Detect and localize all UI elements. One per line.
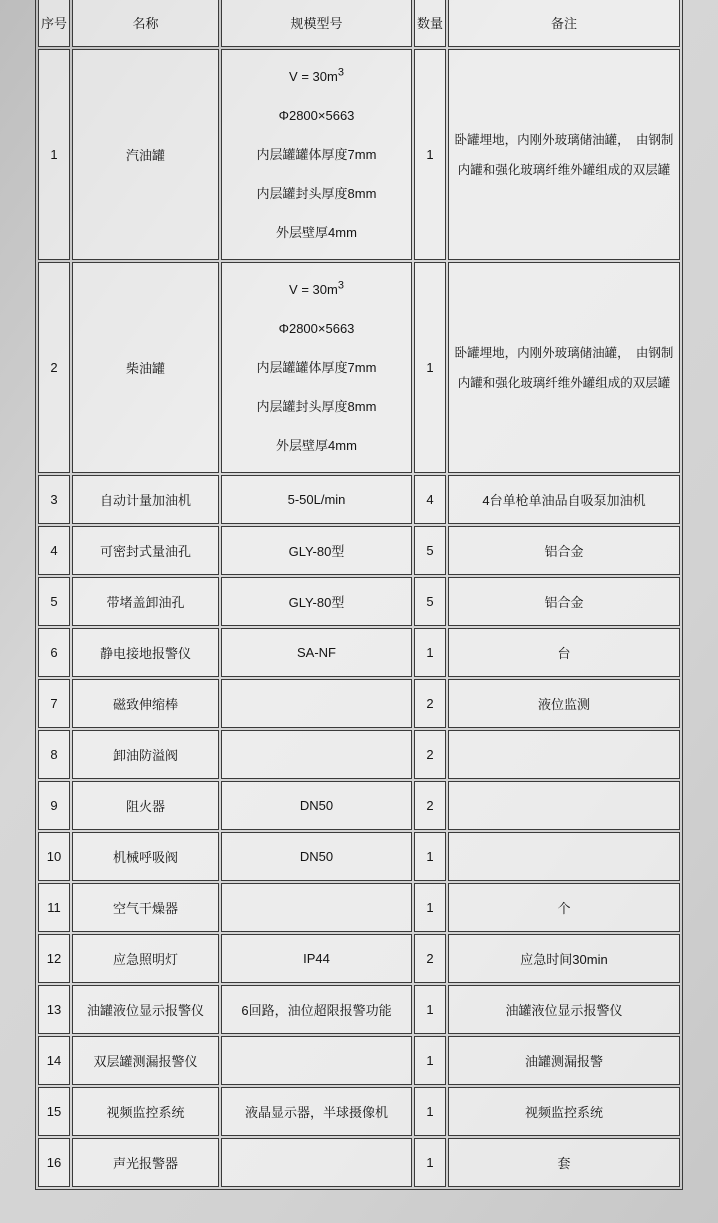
spec-line: Φ2800×5663: [278, 321, 355, 336]
cell-remark: 台: [448, 628, 680, 677]
cell-qty: 2: [414, 679, 446, 728]
cell-qty: 5: [414, 577, 446, 626]
cell-name: 静电接地报警仪: [72, 628, 219, 677]
cell-no: 4: [38, 526, 70, 575]
cell-remark: 液位监测: [448, 679, 680, 728]
cell-remark: 视频监控系统: [448, 1087, 680, 1136]
cell-qty: 2: [414, 934, 446, 983]
cell-name: 视频监控系统: [72, 1087, 219, 1136]
cell-spec: [221, 679, 412, 728]
cell-qty: 1: [414, 832, 446, 881]
cell-no: 5: [38, 577, 70, 626]
table-row: [38, 577, 680, 626]
cell-spec: DN50: [221, 781, 412, 830]
table-row: [38, 1036, 680, 1085]
cell-remark: 套: [448, 1138, 680, 1187]
cell-remark: [448, 730, 680, 779]
cell-remark: [448, 781, 680, 830]
table-row: [38, 781, 680, 830]
header-name: 名称: [72, 0, 219, 47]
spec-line: 内层罐罐体厚度7mm: [256, 147, 377, 162]
cell-name: 带堵盖卸油孔: [72, 577, 219, 626]
equipment-table-body: [38, 0, 680, 1187]
header-no: 序号: [38, 0, 70, 47]
cell-spec: 6回路，油位超限报警功能: [221, 985, 412, 1034]
table-container: [35, 0, 683, 1190]
cell-no: 9: [38, 781, 70, 830]
spec-line: 内层罐封头厚度8mm: [256, 186, 377, 201]
cell-name: 空气干燥器: [72, 883, 219, 932]
cell-spec: GLY-80型: [221, 526, 412, 575]
cell-remark: 4台单枪单油品自吸泵加油机: [448, 475, 680, 524]
table-row: [38, 526, 680, 575]
cell-spec: 5-50L/min: [221, 475, 412, 524]
cell-no: 11: [38, 883, 70, 932]
cell-spec: [221, 262, 412, 473]
cell-remark: 个: [448, 883, 680, 932]
cell-remark: 油罐测漏报警: [448, 1036, 680, 1085]
cell-no: 8: [38, 730, 70, 779]
cell-no: 2: [38, 262, 70, 473]
cell-name: 汽油罐: [72, 49, 219, 260]
cell-qty: 1: [414, 985, 446, 1034]
header-row: [38, 0, 680, 47]
cell-qty: 1: [414, 1036, 446, 1085]
cell-qty: 1: [414, 1087, 446, 1136]
spec-line: $V = 30m^3$: [289, 66, 344, 84]
cell-remark: 油罐液位显示报警仪: [448, 985, 680, 1034]
cell-qty: 1: [414, 628, 446, 677]
cell-no: 7: [38, 679, 70, 728]
table-row: [38, 628, 680, 677]
cell-no: 14: [38, 1036, 70, 1085]
cell-qty: 2: [414, 730, 446, 779]
spec-line: Φ2800×5663: [278, 108, 355, 123]
cell-spec: GLY-80型: [221, 577, 412, 626]
table-row: [38, 883, 680, 932]
cell-spec: SA-NF: [221, 628, 412, 677]
cell-name: 卸油防溢阀: [72, 730, 219, 779]
table-row: [38, 934, 680, 983]
cell-remark: 卧罐埋地，内刚外玻璃储油罐， 由钢制内罐和强化玻璃纤维外罐组成的双层罐: [448, 262, 680, 473]
cell-name: 阻火器: [72, 781, 219, 830]
superscript-3: 3: [337, 66, 344, 79]
cell-remark: 铝合金: [448, 526, 680, 575]
cell-spec: [221, 1036, 412, 1085]
cell-no: 1: [38, 49, 70, 260]
cell-qty: 1: [414, 883, 446, 932]
cell-remark: 应急时间30min: [448, 934, 680, 983]
cell-no: 3: [38, 475, 70, 524]
cell-no: 12: [38, 934, 70, 983]
cell-qty: 1: [414, 262, 446, 473]
cell-remark: 卧罐埋地，内刚外玻璃储油罐， 由钢制内罐和强化玻璃纤维外罐组成的双层罐: [448, 49, 680, 260]
cell-name: 双层罐测漏报警仪: [72, 1036, 219, 1085]
table-row: [38, 49, 680, 260]
table-row: [38, 832, 680, 881]
cell-spec: IP44: [221, 934, 412, 983]
table-row: [38, 1087, 680, 1136]
table-row: [38, 475, 680, 524]
table-row: [38, 985, 680, 1034]
table-row: [38, 262, 680, 473]
cell-spec: [221, 730, 412, 779]
superscript-3: 3: [337, 279, 344, 292]
cell-no: 10: [38, 832, 70, 881]
header-spec: 规模型号: [221, 0, 412, 47]
spec-line: 外层壁厚4mm: [276, 438, 357, 453]
equipment-table: [35, 0, 683, 1190]
cell-name: 柴油罐: [72, 262, 219, 473]
cell-qty: 2: [414, 781, 446, 830]
cell-spec: 液晶显示器，半球摄像机: [221, 1087, 412, 1136]
table-row: [38, 1138, 680, 1187]
cell-name: 应急照明灯: [72, 934, 219, 983]
table-row: [38, 730, 680, 779]
spec-line: 内层罐罐体厚度7mm: [256, 360, 377, 375]
cell-spec: [221, 1138, 412, 1187]
cell-spec: [221, 883, 412, 932]
cell-qty: 4: [414, 475, 446, 524]
cell-remark: 铝合金: [448, 577, 680, 626]
cell-qty: 1: [414, 1138, 446, 1187]
table-row: [38, 679, 680, 728]
cell-name: 磁致伸缩棒: [72, 679, 219, 728]
cell-spec: [221, 49, 412, 260]
spec-line: 内层罐封头厚度8mm: [256, 399, 377, 414]
cell-name: 油罐液位显示报警仪: [72, 985, 219, 1034]
cell-no: 6: [38, 628, 70, 677]
spec-line: 外层壁厚4mm: [276, 225, 357, 240]
cell-name: 机械呼吸阀: [72, 832, 219, 881]
cell-name: 可密封式量油孔: [72, 526, 219, 575]
cell-name: 自动计量加油机: [72, 475, 219, 524]
cell-remark: [448, 832, 680, 881]
header-qty: 数量: [414, 0, 446, 47]
spec-line: $V = 30m^3$: [289, 279, 344, 297]
cell-no: 16: [38, 1138, 70, 1187]
cell-qty: 1: [414, 49, 446, 260]
cell-name: 声光报警器: [72, 1138, 219, 1187]
cell-no: 15: [38, 1087, 70, 1136]
cell-qty: 5: [414, 526, 446, 575]
header-remark: 备注: [448, 0, 680, 47]
cell-no: 13: [38, 985, 70, 1034]
cell-spec: DN50: [221, 832, 412, 881]
